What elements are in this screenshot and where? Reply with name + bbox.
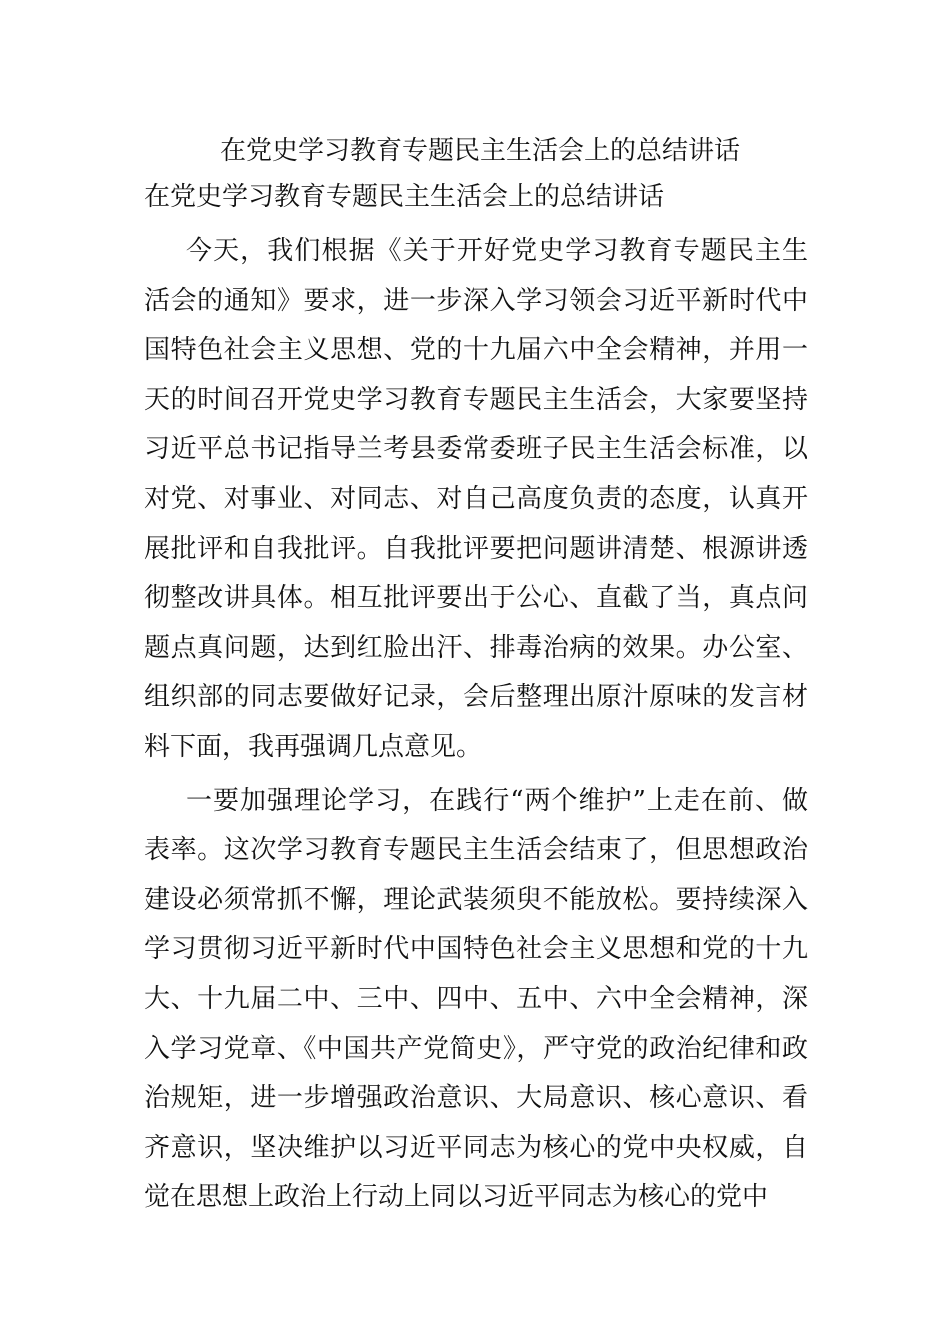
document-title: 在党史学习教育专题民主生活会上的总结讲话	[220, 136, 741, 166]
document-body	[144, 128, 808, 1223]
paragraph-opening: 今天，我们根据《关于开好党史学习教育专题民主生活会的通知》要求，进一步深入学习领会习近平新时代中国特色社会主义思想、党的十九届六中全会精神，并用一天的时间召开党史学习教育专题民主生活会，大家要坚持习近平总书记指导兰考县委常委班子民主生活会标准，以对党、对事业、对同志、对自己高度负责的态度，认真开展批评和自我批评。自我批评要把问题讲清楚、根源讲透彻整改讲具体。相互批评要出于公心、直截了当，真点问题点真问题，达到红脸出汗、排毒治病的效果。办公室、组织部的同志要做好记录，会后整理出原汁原味的发言材料下面，我再强调几点意见。	[144, 236, 808, 762]
document-subtitle: 在党史学习教育专题民主生活会上的总结讲话	[144, 182, 665, 212]
paragraph-point-one: 一要加强理论学习，在践行“两个维护”上走在前、做表率。这次学习教育专题民主生活会结束了，但思想政治建设必须常抓不懈，理论武装须臾不能放松。要持续深入学习贯彻习近平新时代中国特色社会主义思想和党的十九大、十九届二中、三中、四中、五中、六中全会精神，深入学习党章、《中国共产党简史》，严守党的政治纪律和政治规矩，进一步增强政治意识、大局意识、核心意识、看齐意识，坚决维护以习近平同志为核心的党中央权威，自觉在思想上政治上行动上同以习近平同志为核心的党中	[144, 785, 808, 1213]
